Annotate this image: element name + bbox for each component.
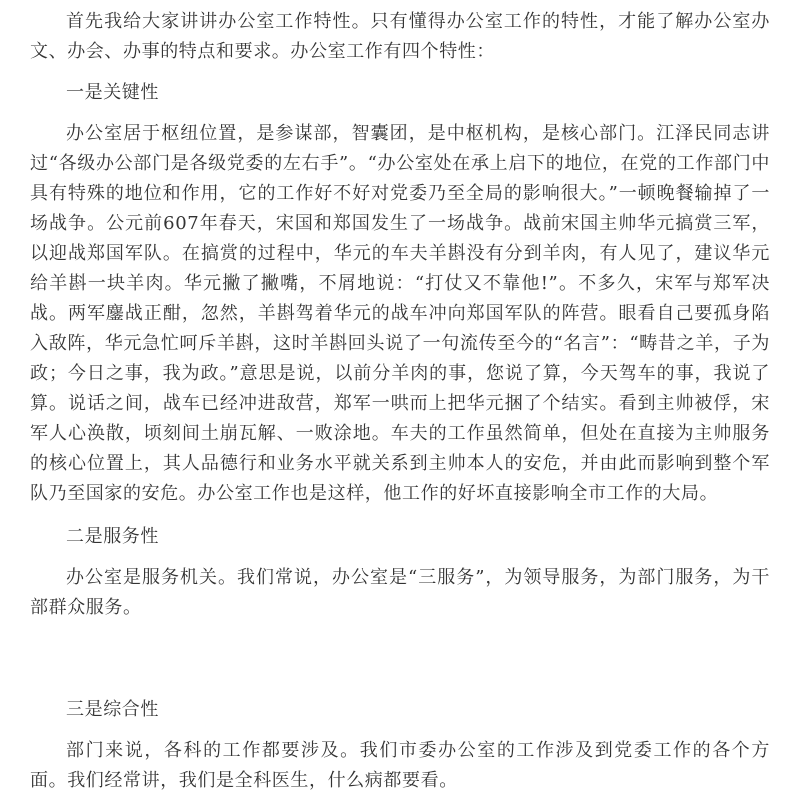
section-1-body: 办公室居于枢纽位置，是参谋部，智囊团，是中枢机构，是核心部门。江泽民同志讲过“各级办公部门是各级党委的左右手”。“办公室处在承上启下的地位，在党的工作部门中具有特殊的地位和作用，它的工作好不好对党委乃至全局的影响很大。”一顿晚餐输掉了一场战争。公元前607年春天，宋国和郑国发生了一场战争。战前宋国主帅华元搞赏三军，以迎战郑国军队。在搞赏的过程中，华元的车夫羊斟没有分到羊肉，有人见了，建议华元给羊斟一块羊肉。华元撇了撇嘴，不屑地说：“打仗又不靠他!”。不多久，宋军与郑军决战。两军鏖战正酣，忽然，羊斟驾着华元的战车冲向郑国军队的阵营。眼看自己要孤身陷入敌阵，华元急忙呵斥羊斟，这时羊斟回头说了一句流传至今的“名言”：“畴昔之羊，子为政；今日之事，我为政。”意思是说，以前分羊肉的事，您说了算，今天驾车的事，我说了算。说话之间，战车已经冲进敌营，郑军一哄而上把华元捆了个结实。看到主帅被俘，宋军人心涣散，顷刻间土崩瓦解、一败涂地。车夫的工作虽然简单，但处在直接为主帅服务的核心位置上，其人品德行和业务水平就关系到主帅本人的安危，并由此而影响到整个军队乃至国家的安危。办公室工作也是这样，他工作的好坏直接影响全市工作的大局。 bbox=[30, 123, 770, 504]
section-1-heading: 一是关键性 bbox=[66, 82, 159, 103]
section-3-body: 部门来说，各科的工作都要涉及。我们市委办公室的工作涉及到党委工作的各个方面。我们经常讲，我们是全科医生，什么病都要看。 bbox=[30, 740, 770, 791]
section-2-heading: 二是服务性 bbox=[66, 526, 159, 547]
section-2-body: 办公室是服务机关。我们常说，办公室是“三服务”，为领导服务，为部门服务，为干部群众服务。 bbox=[30, 567, 770, 618]
section-3-heading: 三是综合性 bbox=[66, 699, 159, 720]
intro-paragraph: 首先我给大家讲讲办公室工作特性。只有懂得办公室工作的特性，才能了解办公室办文、办会、办事的特点和要求。办公室工作有四个特性： bbox=[30, 11, 770, 62]
